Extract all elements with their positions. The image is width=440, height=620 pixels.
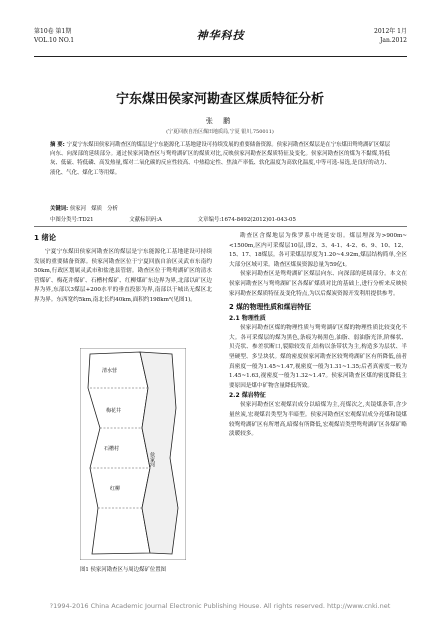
date-en: Jan.2012 (379, 37, 407, 44)
paper-title: 宁东煤田侯家河勘查区煤质特征分析 (115, 92, 324, 107)
section-2-2-heading: 2.2 煤岩特征 (229, 392, 266, 400)
date-cn: 2012年 1月 (374, 28, 407, 35)
location-map (80, 348, 186, 560)
figure-caption: 图1 侯家河勘查区与周边煤矿位置图 (79, 567, 166, 573)
issue-cn: 第10卷 第1期 (34, 28, 72, 35)
author: 张 鹏 (205, 117, 235, 125)
issue-info (34, 27, 74, 45)
abstract (50, 141, 390, 178)
left-column (34, 232, 212, 306)
section-1-heading: 1 绪论 (34, 233, 56, 242)
mine-label: 梅花井 (106, 408, 122, 414)
date-info (374, 27, 407, 45)
abstract-text: 宁夏宁东煤田侯家河勘查区的煤层是宁东能源化工基地建设可持续发展的重要储备资源。侯家河勘查区煤层是在宁东煤田鸳鸯湖矿区煤层向东、向深部的延续部分。通过侯家河勘查区与鸳鸯湖矿区的煤质对比,反映侯家河勘查区煤质特征及变化。侯家河勘查区的煤为不黏煤,特低灰、低硫、特低磷、高发热量,煤对二氧化碳的反应性较高、中热稳定性、焦油产率低、软化温度为高软化温度,中等可选-易选,是良好的动力、液化、气化、煤化工等用煤。 (50, 142, 390, 176)
keywords (50, 205, 390, 214)
copyright-footer: ?1994-2016 China Academic Journal Electronic Publishing House. All rights reserved. http://www.cnki.net (49, 602, 391, 610)
affiliation: (宁夏回族自治区煤田地质局,宁夏 银川,750011) (166, 129, 274, 135)
area-label: 侯家河 (149, 452, 155, 467)
document-code: 文献标识码:A (129, 217, 162, 223)
section-2-1-heading: 2.1 物理性质 (229, 315, 266, 323)
purpose-paragraph: 侯家河勘查区是鸳鸯湖矿区煤层向东、向深部的延续部分。本文在侯家河勘查区与鸳鸯湖矿区各煤矿煤质对比的基础上,进行分析来反映侯家河勘查区煤质特征及变化特点,为以后煤炭资源开发利用提供参考。 (229, 271, 407, 297)
mine-label: 红柳 (110, 486, 121, 492)
clc-number: 中图分类号:TD21 (50, 217, 94, 223)
mine-label: 清水营 (102, 368, 118, 374)
mine-label: 石槽村 (104, 446, 120, 452)
right-column (229, 232, 407, 440)
intro-paragraph: 宁夏宁东煤田侯家河勘查区的煤层是宁东能源化工基地建设可持续发展的重要储备资源。侯家河勘查区位于宁夏回族自治区灵武市东南约50km,行政区划属灵武市和盐池县管辖。勘查区位于鸳鸯湖矿区的清水营煤矿、梅花井煤矿、石槽村煤矿、红柳煤矿东边界为界,北部以矿区边界为界,东部以3煤层+200水平的垂直投影为界,南部以于城出无煤区北界为界。东西宽约5km,南北长约40km,面积约198km²(见图1)。 (34, 249, 212, 303)
article-number: 文章编号:1674-8492(2012)01-043-05 (197, 217, 296, 223)
keyword: 分析 (107, 206, 118, 212)
issue-en: VOL.10 NO.1 (34, 37, 75, 44)
coal-seam-paragraph: 勘查区含煤地层为侏罗系中统延安组。煤层埋深为>900m~<1500m,区内可采煤层10层,即2、3、4-1、4-2、6、9、10、12、15、17、18煤层。各可采煤层厚度为1.20~4.92m,煤层结构简单,全区大部分区域可采。勘查区煤炭资源总量为59亿t。 (229, 233, 407, 268)
keyword: 侯家河 (69, 206, 87, 212)
journal-header (34, 27, 407, 57)
divider (34, 226, 407, 227)
classification-line (50, 216, 390, 225)
keywords-label: 关键词: (50, 206, 69, 212)
abstract-label: 摘 要: (50, 142, 65, 148)
section-2-heading: 2 煤的物理性质和煤岩特征 (229, 303, 311, 312)
physical-properties-paragraph: 侯家河勘查区煤的物理性质与鸳鸯湖矿区煤的物理性质比较变化不大。各可采煤层的煤为黑色,条痕为褐黑色,油脂、弱油脂光泽,阶梯状、贝壳状、参差状断口,裂隙较发育,结构以条带状为主,构造多为层状、半坚硬型、多呈块状。煤的密度侯家河勘查区较鸳鸯湖矿区有所降低,前者真密度一般为1.45~1.47,视密度一般为1.31~1.35;后者真密度一般为1.45~1.63,视密度一般为1.32~1.47。侯家河勘查区煤的密度降低主要原因是煤中矿物含量降低所致。 (229, 325, 407, 389)
petrography-paragraph: 侯家河勘查区宏观煤岩成分以暗煤为主,亮煤次之,夹镜煤条带,含少量丝炭,宏观煤岩类型为半暗型。侯家河勘查区宏观煤岩成分亮煤和镜煤较鸳鸯湖矿区有所增高,暗煤有所降低,宏观煤岩类型鸳鸯湖矿区各煤矿略淡暖较多。 (229, 402, 407, 438)
keyword: 煤质 (91, 206, 103, 212)
journal-logo: 神华科技 (196, 29, 245, 42)
